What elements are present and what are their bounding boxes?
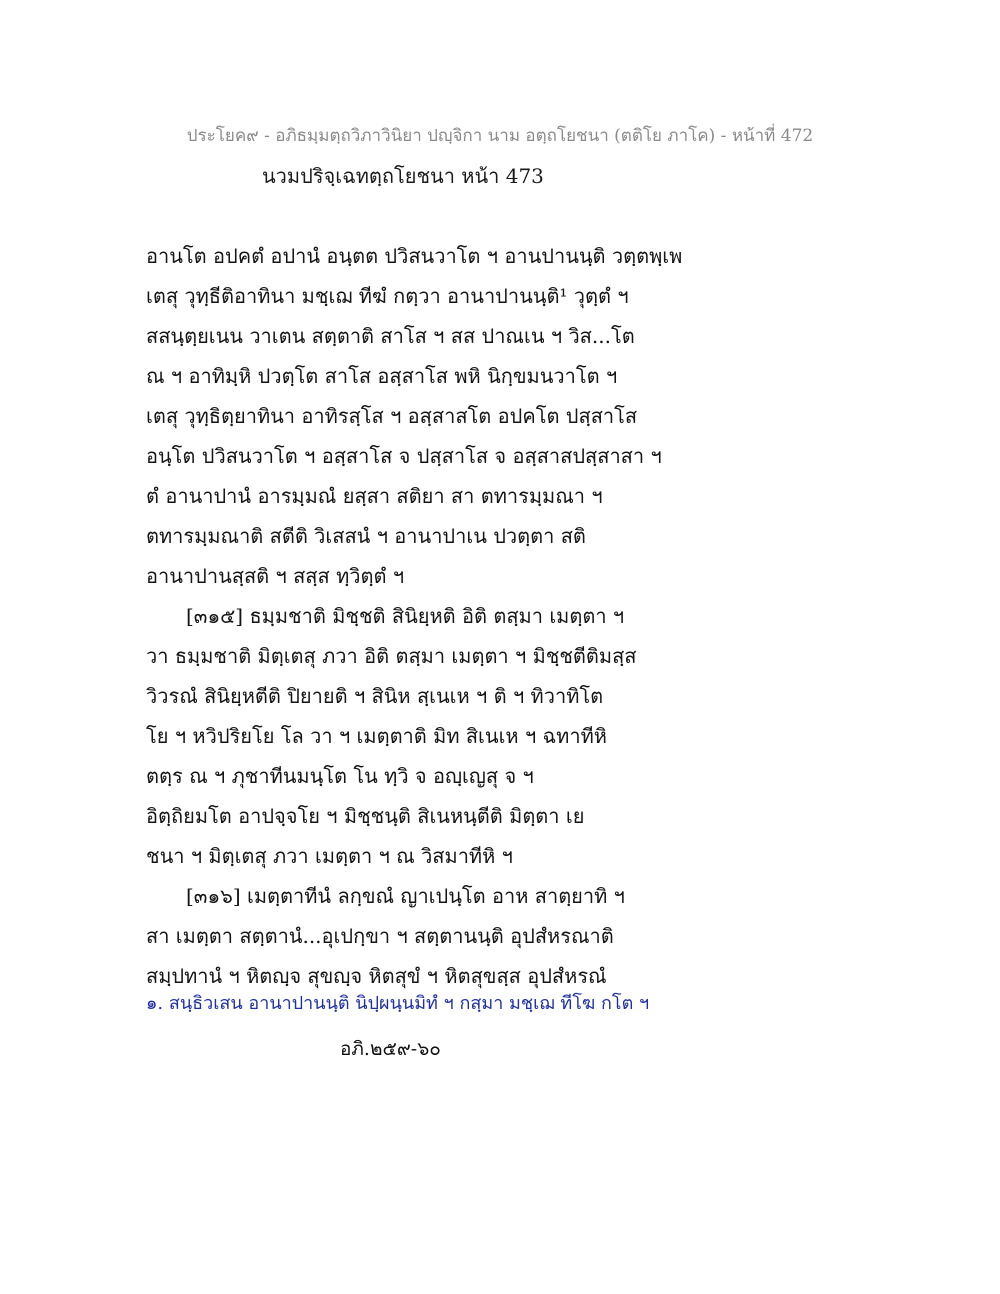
text-line: ตตฺร ณ ฯ ภุชาทีนมนฺโต โน ทฺวิ จ อญฺเญสุ จ ฯ bbox=[146, 764, 534, 788]
text-line: เตสุ วุทฺธีติอาทินา มชฺเฌ ทีฆํ กตฺวา อานาปานนฺติ¹ วุตฺตํ ฯ bbox=[146, 284, 629, 308]
text-line: เตสุ วุทฺธิตฺยาทินา อาทิรสฺโส ฯ อสฺสาสโต อปคโต ปสฺสาโส bbox=[146, 404, 638, 428]
text-line: อนฺโต ปวิสนวาโต ฯ อสฺสาโส จ ปสฺสาโส จ อสฺสาสปสฺสาสา ฯ bbox=[146, 444, 662, 468]
footnote-reference: อภิ.๒๕๙-๖๐ bbox=[340, 1038, 441, 1060]
text-line: อานาปานสฺสติ ฯ สสฺส ทฺวิตฺตํ ฯ bbox=[146, 564, 405, 588]
text-line: อิตฺถิยมโต อาปจฺจโย ฯ มิชฺชนฺติ สิเนหนฺตีติ มิตฺตา เย bbox=[146, 804, 585, 828]
text-line: สา เมตฺตา สตฺตานํ...อุเปกฺขา ฯ สตฺตานนฺติ อุปสํหรณาติ bbox=[146, 924, 614, 948]
paragraph-316-start: [๓๑๖] เมตฺตาทีนํ ลกฺขณํ ญาเปนฺโต อาห สาตฺยาทิ ฯ bbox=[186, 884, 625, 908]
text-line: วิวรณํ สินิยฺหตีติ ปิยายติ ฯ สินิห สฺเนเห ฯ ติ ฯ ทิวาทิโต bbox=[146, 684, 604, 708]
text-line: ตํ อานาปานํ อารมฺมณํ ยสฺสา สติยา สา ตทารมฺมณา ฯ bbox=[146, 484, 603, 508]
text-line: ชนา ฯ มิตฺเตสุ ภวา เมตฺตา ฯ ณ วิสมาทีหิ ฯ bbox=[146, 844, 513, 868]
text-line: สมฺปทานํ ฯ หิตญฺจ สุขญฺจ หิตสุขํ ฯ หิตสุขสฺส อุปสํหรณํ bbox=[146, 964, 607, 988]
text-line: โย ฯ หวิปริยโย โล วา ฯ เมตฺตาติ มิท สิเนเห ฯ ฉทาทีหิ bbox=[146, 724, 607, 748]
text-line: ตทารมฺมณาติ สตีติ วิเสสนํ ฯ อานาปาเน ปวตฺตา สติ bbox=[146, 524, 586, 548]
section-title: นวมปริจฺเฉทตฺถโยชนา หน้า 473 bbox=[262, 164, 544, 188]
running-header: ประโยค๙ - อภิธมฺมตฺถวิภาวินิยา ปญฺจิกา นาม อตฺถโยชนา (ตติโย ภาโค) - หน้าที่ 472 bbox=[186, 126, 814, 146]
paragraph-315-start: [๓๑๕] ธมฺมชาติ มิชฺชติ สินิยฺหติ อิติ ตสฺมา เมตฺตา ฯ bbox=[186, 604, 625, 628]
text-line: วา ธมฺมชาติ มิตฺเตสุ ภวา อิติ ตสฺมา เมตฺตา ฯ มิชฺชตีติมสฺส bbox=[146, 644, 637, 668]
text-line: อานโต อปคตํ อปานํ อนฺตต ปวิสนวาโต ฯ อานปานนฺติ วตฺตพฺเพ bbox=[146, 244, 683, 268]
footnote: ๑. สนฺธิวเสน อานาปานนฺติ นิปฺผนฺนมิทํ ฯ กสฺมา มชฺเฌ ทีโฆ กโต ฯ bbox=[146, 993, 650, 1014]
text-line: ณ ฯ อาทิมฺหิ ปวตฺโต สาโส อสฺสาโส พหิ นิกฺขมนวาโต ฯ bbox=[146, 364, 618, 388]
text-line: สสนฺตฺยเนน วาเตน สตฺตาติ สาโส ฯ สส ปาณเน ฯ วิส...โต bbox=[146, 324, 635, 348]
body-text bbox=[146, 236, 846, 996]
